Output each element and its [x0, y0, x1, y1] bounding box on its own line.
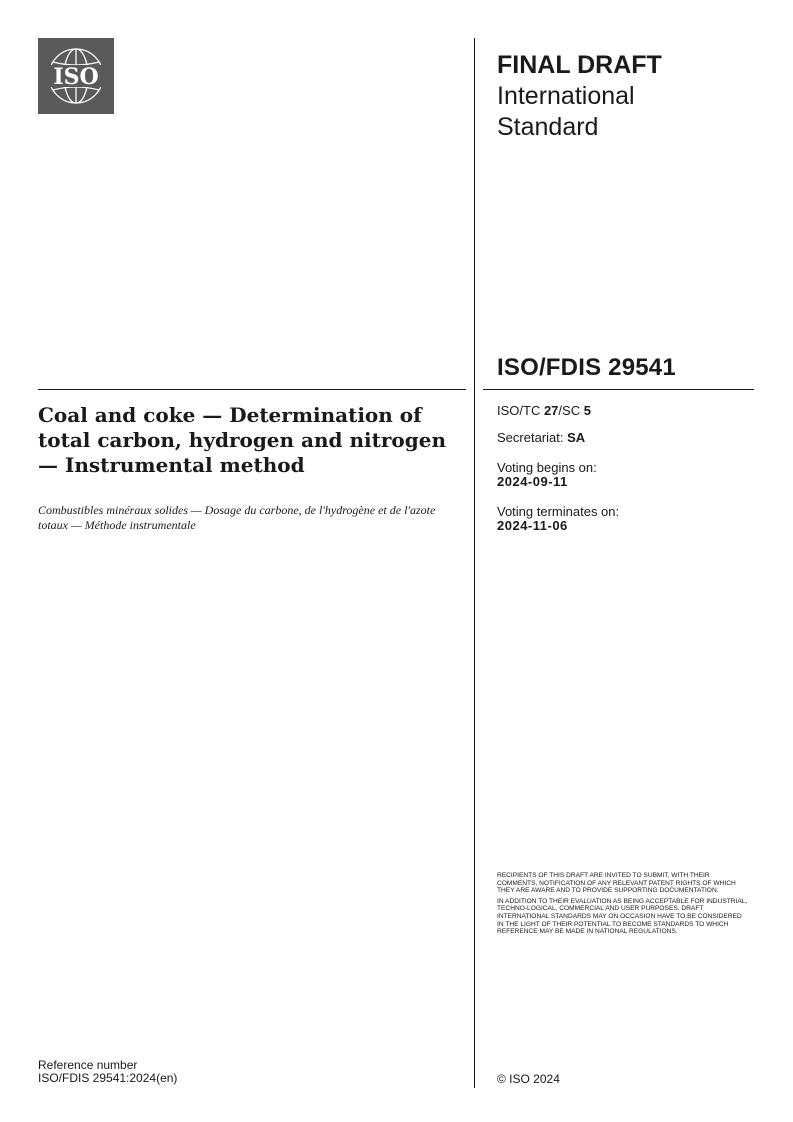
horizontal-rule-right	[483, 389, 754, 390]
reference-number-label: Reference number	[38, 1058, 138, 1072]
vertical-divider	[474, 38, 475, 1088]
notice-paragraph-1: RECIPIENTS OF THIS DRAFT ARE INVITED TO SUBMIT, WITH THEIR COMMENTS, NOTIFICATION OF ANY RELEVANT PATENT RIGHTS OF WHICH THEY ARE AWARE AND TO PROVIDE SUPPORTING DOCUMENTATION.	[497, 872, 736, 895]
voting-begins-date: 2024-09-11	[497, 474, 568, 489]
horizontal-rule-left	[38, 389, 466, 390]
doc-type-line-1: FINAL DRAFT	[497, 51, 662, 79]
sc-number: 5	[583, 403, 591, 418]
copyright: © ISO 2024	[497, 1072, 560, 1086]
sc-prefix: /SC	[558, 403, 584, 418]
secretariat-label: Secretariat:	[497, 430, 568, 445]
doc-type-line-2: International	[497, 82, 635, 110]
voting-terminates-label: Voting terminates on:	[497, 504, 620, 519]
tc-number: 27	[543, 403, 559, 418]
secretariat	[497, 431, 585, 445]
document-title: Coal and coke — Determination of total carbon, hydrogen and nitrogen — Instrumental method	[38, 403, 446, 477]
committee-prefix: ISO/TC	[497, 403, 544, 418]
doc-type-line-3: Standard	[497, 113, 599, 141]
svg-text:ISO: ISO	[53, 64, 99, 90]
reference-number: ISO/FDIS 29541:2024(en)	[38, 1071, 178, 1085]
secretariat-value: SA	[567, 430, 586, 445]
globe-icon	[38, 38, 114, 114]
document-type	[497, 50, 747, 143]
draft-notice	[497, 872, 749, 939]
committee-reference	[497, 404, 591, 418]
voting-terminates-date: 2024-11-06	[497, 518, 568, 533]
notice-paragraph-2: IN ADDITION TO THEIR EVALUATION AS BEING ACCEPTABLE FOR INDUSTRIAL, TECHNO-LOGICAL, COMMERCIAL AND USER PURPOSES, DRAFT INTERNATIONAL STANDARDS MAY ON OCCASION HAVE TO BE CONSIDERED IN THE LIGHT OF THEIR POTENTIAL TO BECOME STANDARDS TO WHICH REFERENCE MAY BE MADE IN NATIONAL REGULATIONS.	[497, 897, 748, 936]
voting-begins-label: Voting begins on:	[497, 460, 597, 475]
document-title-french: Combustibles minéraux solides — Dosage du carbone, de l'hydrogène et de l'azote totaux — Méthode instrumentale	[38, 503, 436, 532]
document-number: ISO/FDIS 29541	[497, 354, 676, 381]
iso-logo	[38, 38, 114, 114]
